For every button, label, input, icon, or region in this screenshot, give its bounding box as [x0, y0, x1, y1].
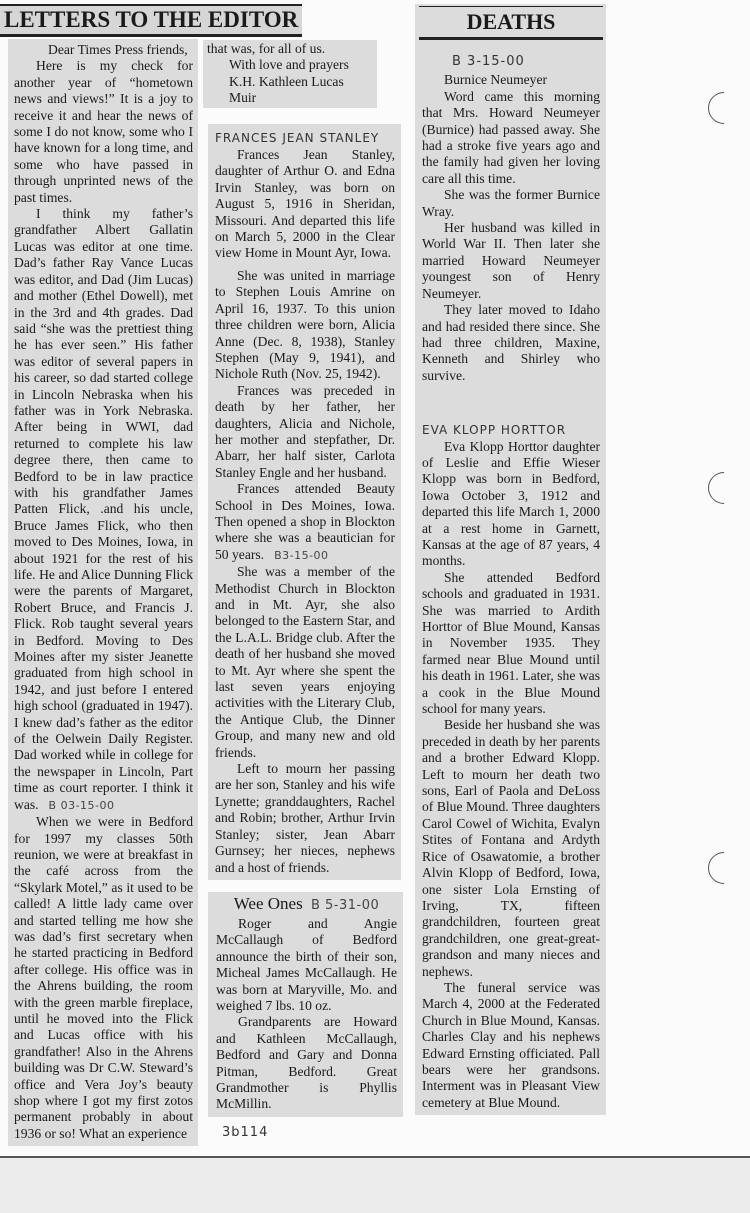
- letter-paragraph-text: I think my father’s grandfather Albert Gallatin Lucas was editor at one time. Dad’s father Ray Vance Lucas was editor, and Dad (Jim Lucas) and mother (Ethel Dowell), met in the 3rd and 4th grades. Dad said “she was the prettiest thing he has ever seen.” His father was editor of several papers in his career, so dad started college in Lincoln Nebraska when his father was in York Nebraska. After being in WWI, dad returned to complete his law degree there, then came to Bedford to be in law practice with his grandfather James Patten Flick, .and his uncle, Bruce James Flick, who then moved to Des Moines, Iowa, in about 1921 for the rest of his life. He and Alice Dunning Flick were the parents of Margaret, Robert Bruce, and Francis J. Flick. Rob taught several years in Bedford. Moving to Des Moines after my sister Jeanette graduated from high school in 1942, and just before I entered high school (graduated in 1947). I knew dad’s father as the editor of the Oelwein Daily Register. Dad worked while in college for the newspaper in Lincoln, Part time as court reporter. I think it was.: [14, 206, 193, 812]
- obituary-paragraph: She attended Bedford schools and graduated in 1931. She was married to Ardith Horttor of Blue Mound, Kansas in November 1935. They farmed near Blue Mound until his death in 1961. Later, she was a cook in the Blue Mound school for many years.: [422, 569, 600, 717]
- deaths-column: [415, 4, 606, 1115]
- handwritten-date-note: B3-15-00: [274, 548, 329, 562]
- letters-banner: [0, 4, 302, 37]
- obituary-paragraph: Left to mourn her passing are her son, Stanley and his wife Lynette; granddaughters, Rachel and Robin; brother, Arthur Irvin Stanley; sister, Jean Abarr Gurnsey; her nieces, nephews and a host of friends.: [215, 761, 395, 875]
- obituary-paragraph: Word came this morning that Mrs. Howard Neumeyer (Burnice) had passed away. She had a stroke five years ago and the family had given her loving care all this time.: [422, 88, 600, 186]
- obituary-paragraph: She was a member of the Methodist Church in Blockton and in Mt. Ayr, she also belonged to the Eastern Star, and the L.A.L. Bridge club. After the death of her husband she moved to Mt. Ayr where she spent the last seven years enjoying activities with the Literary Club, the Antique Club, the Dinner Group, and many new and old friends.: [215, 564, 395, 760]
- letter-clipping: [8, 39, 198, 1146]
- obituary-horttor-heading: EVA KLOPP HORTTOR: [422, 423, 567, 438]
- letter-salutation: Dear Times Press friends,: [48, 42, 188, 57]
- letters-banner-title: LETTERS TO THE EDITOR: [4, 7, 299, 32]
- handwritten-page-number: 3b114: [222, 1124, 269, 1140]
- obituary-paragraph: She was the former Burnice Wray.: [422, 187, 600, 219]
- letter-paragraph: When we were in Bedford for 1997 my classes 50th reunion, we were at breakfast in the café across from the “Skylark Motel,” as it used to be called! A little lady came over and started telling me how she was dad’s first secretary when he started practicing in Bedford after college. His office was in the Ahrens building, the room with the green marble fireplace, until he moved into the Flick and Lucas office with his grandfather! Also in the Ahrens building was Dr C.W. Steward’s office and Vera Joy’s beauty shop where I got my first zotos permanent probably in about 1936 or so! What an experience: [14, 814, 193, 1141]
- obituary-paragraph: Frances Jean Stanley, daughter of Arthur O. and Edna Irvin Stanley, was born on August 5, 1916 in Sheridan, Missouri. And departed this life on March 5, 2000 in the Clear view Home in Mount Ayr, Iowa.: [215, 147, 395, 261]
- obituary-neumeyer-heading: Burnice Neumeyer: [444, 72, 548, 88]
- wee-ones-clipping: [208, 892, 403, 1117]
- obituary-stanley-clipping: [208, 124, 401, 880]
- obituary-paragraph: Eva Klopp Horttor daughter of Leslie and Effie Wieser Klopp was born in Bedford, Iowa October 3, 1912 and departed this life March 1, 2000 at a rest home in Garnett, Kansas at the age of 87 years, 4 months.: [422, 438, 600, 569]
- obituary-paragraph-text: Frances attended Beauty School in Des Moines, Iowa. Then opened a shop in Blockton where she was a beautician for 50 years.: [215, 481, 395, 562]
- deaths-banner-title: DEATHS: [466, 9, 556, 34]
- obituary-paragraph: Frances was preceded in death by her father, her daughters, Alicia and Nichole, her mother and stepfather, Dr. Abarr, her half sister, Carlota Stanley Engle and her husband.: [215, 382, 395, 480]
- obituary-stanley-heading: FRANCES JEAN STANLEY: [215, 130, 380, 145]
- handwritten-date-note: B 03-15-00: [48, 798, 115, 812]
- letter-paragraph: Here is my check for another year of “hometown news and views!” It is a joy to receive it and hear the news of some I do not know, some who I have known for a long time, and some who have passed in through unprinted news of the past times.: [14, 58, 193, 205]
- letter-paragraph: [14, 206, 193, 814]
- letter-closing: With love and prayers: [229, 57, 349, 73]
- letter-continued-text: that was, for all of us.: [207, 41, 326, 56]
- deaths-clipping: [415, 4, 606, 1115]
- letter-signature: K.H. Kathleen Lucas Muir: [229, 73, 344, 106]
- middle-column: [203, 4, 403, 1140]
- handwritten-date-note: B 3-15-00: [452, 54, 525, 69]
- obituary-paragraph: The funeral service was March 4, 2000 at the Federated Church in Blue Mound, Kansas. Charles Clay and his nephews Edward Ernsting officiated. Pall bears were her grandsons. Interment was in Pleasant View cemetery at Blue Mound.: [422, 979, 600, 1110]
- wee-ones-heading-row: [216, 894, 397, 916]
- obituary-paragraph: She was united in marriage to Stephen Louis Amrine on April 16, 1937. To this union three children were born, Alicia Anne (Dec. 8, 1938), Stanley Stephen (May 9, 1941), and Nichole Ruth (Nov. 25, 1942).: [215, 267, 395, 382]
- deaths-banner: [419, 6, 603, 40]
- wee-ones-heading: Wee Ones: [233, 893, 303, 913]
- obituary-paragraph: [215, 481, 395, 564]
- columns: [0, 4, 750, 1146]
- handwritten-date-note: B 5-31-00: [310, 897, 380, 913]
- page-bottom-area: [0, 1158, 750, 1213]
- obituary-paragraph: Her husband was killed in World War II. Then later she married Howard Neumeyer youngest son of Henry Neumeyer.: [422, 220, 600, 301]
- birth-announcement-paragraph: Roger and Angie McCallaugh of Bedford announce the birth of their son, Micheal James McCallaugh. He was born at Maryville, Mo. and weighed 7 lbs. 10 oz.: [216, 915, 397, 1013]
- obituary-paragraph: Beside her husband she was preceded in death by her parents and a brother Edward Klopp. Left to mourn her death two sons, Earl of Paola and DeLoss of Blue Mound. Three daughters Carol Cowel of Wichita, Evalyn Stites of Fontana and Ardyth Rice of Osawatomie, a brother Alvin Klopp of Bedford, Iowa, one sister Lola Ernsting of Irving, TX, fifteen grandchildren, fourteen great grandchildren, one great-great-grandson and many nieces and nephews.: [422, 717, 600, 979]
- birth-announcement-paragraph: Grandparents are Howard and Kathleen McCallaugh, Bedford and Gary and Donna Pitman, Bedford. Great Grandmother is Phyllis McMillin.: [216, 1014, 397, 1112]
- letter-continuation-clipping: [203, 40, 377, 108]
- obituary-paragraph: They later moved to Idaho and had resided there since. She had three children, Maxine, Kenneth and Shirley who survive.: [422, 302, 600, 383]
